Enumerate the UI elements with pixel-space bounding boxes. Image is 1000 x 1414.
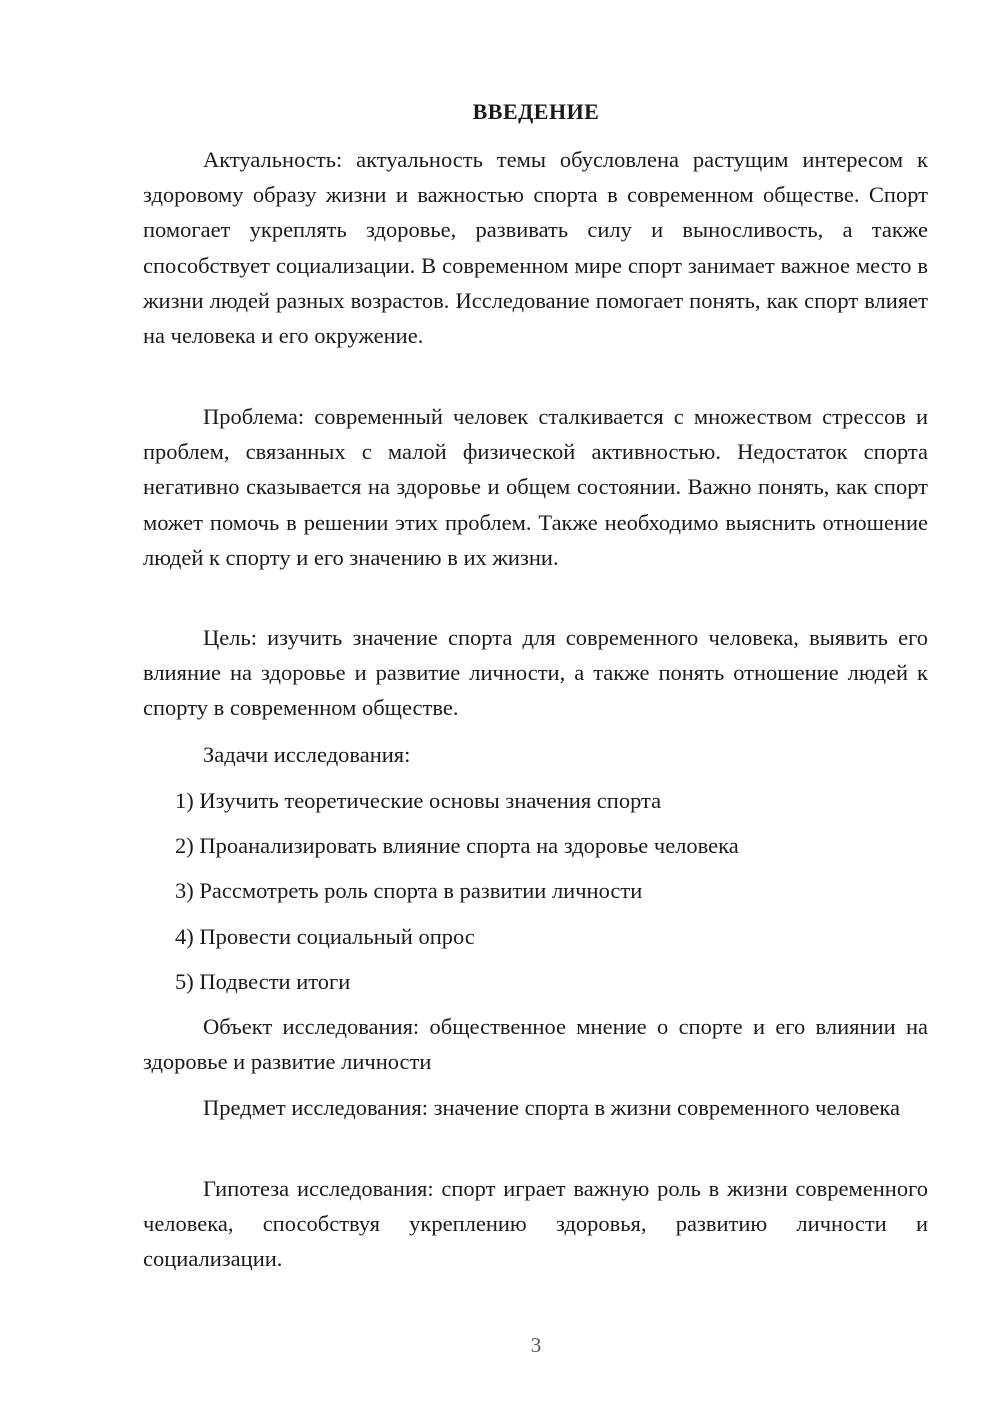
paragraph-relevance: Актуальность: актуальность темы обусловлена растущим интересом к здоровому образу жизни и важностью спорта в современном обществе. Спорт помогает укреплять здоровье, развивать силу и выносливость, а также способствует социализации. В современном мире спорт занимает важное место в жизни людей разных возрастов. Исследование помогает понять, как спорт влияет на человека и его окружение. (143, 147, 928, 349)
task-item: 3) Рассмотреть роль спорта в развитии личности (175, 878, 643, 903)
paragraph-goal: Цель: изучить значение спорта для современного человека, выявить его влияние на здоровье и развитие личности, а также понять отношение людей к спорту в современном обществе. (143, 625, 928, 721)
tasks-heading: Задачи исследования: (203, 742, 411, 767)
task-item: 5) Подвести итоги (175, 969, 351, 994)
paragraph-subject: Предмет исследования: значение спорта в жизни современного человека (203, 1095, 900, 1120)
task-item: 4) Провести социальный опрос (175, 924, 475, 949)
page-title: ВВЕДЕНИЕ (472, 99, 600, 124)
paragraph-problem: Проблема: современный человек сталкивается с множеством стрессов и проблем, связанных с малой физической активностью. Недостаток спорта негативно сказывается на здоровье и общем состоянии. Важно понять, как спорт может помочь в решении этих проблем. Также необходимо выяснить отношение людей к спорту и его значению в их жизни. (143, 404, 928, 570)
task-item: 2) Проанализировать влияние спорта на здоровье человека (175, 833, 739, 858)
page-number: 3 (530, 1333, 542, 1357)
paragraph-object: Объект исследования: общественное мнение о спорте и его влиянии на здоровье и развитие личности (143, 1014, 928, 1075)
paragraph-hypothesis: Гипотеза исследования: спорт играет важную роль в жизни современного человека, способствуя укреплению здоровья, развитию личности и социализации. (143, 1176, 928, 1272)
task-item: 1) Изучить теоретические основы значения спорта (175, 788, 662, 813)
